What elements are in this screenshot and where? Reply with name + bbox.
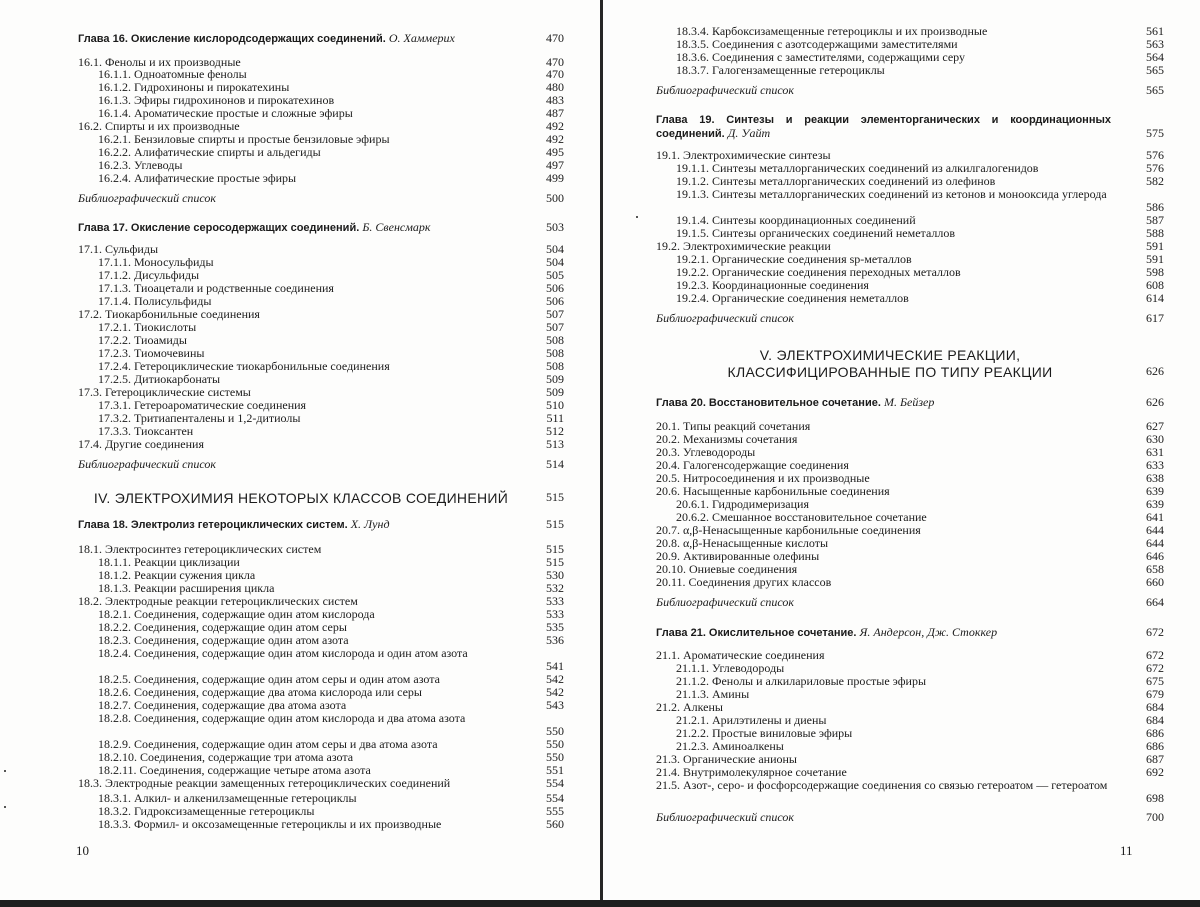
toc-page-number: 575 — [1146, 126, 1164, 140]
toc-entry-title — [656, 312, 794, 325]
entry-label: Библиографический список — [656, 311, 795, 325]
toc-page-number: 560 — [546, 817, 564, 831]
toc-entry-title — [98, 818, 441, 831]
toc-page-number: 515 — [546, 490, 564, 504]
entry-label: 16.2.2. Алифатические спирты и альдегиды — [98, 145, 321, 159]
entry-label: Библиографический список — [656, 810, 795, 824]
toc-page-number: 506 — [546, 281, 564, 295]
toc-page-number: 679 — [1146, 687, 1164, 701]
toc-page-number: 551 — [546, 763, 564, 777]
entry-label: 16.2.1. Бензиловые спирты и простые бензиловые эфиры — [98, 132, 390, 146]
toc-page-number: 664 — [1146, 595, 1164, 609]
toc-page-number: 509 — [546, 372, 564, 386]
entry-label: 19.2. Электрохимические реакции — [656, 239, 831, 253]
toc-page-number: 684 — [1146, 713, 1164, 727]
toc-page-number: 554 — [546, 776, 564, 790]
entry-label: 18.3.2. Гидроксизамещенные гетероциклы — [98, 804, 315, 818]
entry-label: Глава 18. Электролиз гетероциклических систем. — [78, 519, 348, 531]
toc-page-number: 644 — [1146, 523, 1164, 537]
entry-label: 21.1.2. Фенолы и алкиларилoвые простые эфиры — [676, 674, 927, 688]
toc-entry-title — [78, 32, 455, 46]
entry-label: 16.1.2. Гидрохиноны и пирокатехины — [98, 80, 290, 94]
toc-page-number: 617 — [1146, 311, 1164, 325]
entry-label: 17.1.1. Моносульфиды — [98, 255, 214, 269]
toc-entry-title — [676, 292, 909, 305]
entry-label: 19.1.3. Синтезы металлорганических соединений из кетонов и монооксида углерода — [676, 187, 1107, 201]
entry-label: 18.2.11. Соединения, содержащие четыре атома азота — [98, 763, 371, 777]
toc-page-number: 561 — [1146, 24, 1164, 38]
entry-label: 18.3.1. Алкил- и алкенилзамещенные гетероциклы — [98, 791, 357, 805]
entry-label: 17.2.4. Гетероциклические тиокарбонильные соединения — [98, 359, 390, 373]
entry-label: 21.1.3. Амины — [676, 687, 750, 701]
entry-label: 17.2.2. Тиоамиды — [98, 333, 187, 347]
toc-page-number: 627 — [1146, 419, 1164, 433]
entry-label: 17.4. Другие соединения — [78, 437, 204, 451]
entry-label: 18.2.5. Соединения, содержащие один атом серы и один атом азота — [98, 672, 440, 686]
entry-label: 19.2.3. Координационные соединения — [676, 278, 869, 292]
toc-page-number: 470 — [546, 31, 564, 45]
toc-page-number: 638 — [1146, 471, 1164, 485]
entry-label: Глава 16. Окисление кислородсодержащих соединений. — [78, 33, 386, 45]
scan-speck — [4, 770, 6, 772]
entry-label: 16.1.4. Ароматические простые и сложные эфиры — [98, 106, 353, 120]
toc-page-number: 543 — [546, 698, 564, 712]
entry-label: 18.2.8. Соединения, содержащие один атом кислорода и два атома азота — [98, 711, 466, 725]
toc-entry-title — [98, 172, 296, 185]
right-page — [603, 0, 1200, 900]
toc-entry-title — [98, 647, 528, 660]
toc-page-number: 515 — [546, 542, 564, 556]
entry-label: 16.2.3. Углеводы — [98, 158, 183, 172]
entry-label: 18.1.1. Реакции циклизации — [98, 555, 240, 569]
toc-page-number: 633 — [1146, 458, 1164, 472]
entry-label: 19.1.4. Синтезы координационных соединений — [676, 213, 916, 227]
toc-page-number: 536 — [546, 633, 564, 647]
entry-label: 16.2.4. Алифатические простые эфиры — [98, 171, 297, 185]
entry-label: 18.3.5. Соединения с азотсодержащими заместителями — [676, 37, 958, 51]
toc-page-number: 588 — [1146, 226, 1164, 240]
toc-entry-title — [676, 188, 1111, 201]
toc-page-number: 532 — [546, 581, 564, 595]
toc-page-number: 507 — [546, 307, 564, 321]
toc-page-number: 644 — [1146, 536, 1164, 550]
chapter-author: Я. Андерсон, Дж. Стоккер — [859, 625, 998, 639]
entry-label: 20.9. Активированные олефины — [656, 549, 820, 563]
entry-label: 19.2.4. Органические соединения неметаллов — [676, 291, 909, 305]
toc-page-number: 480 — [546, 80, 564, 94]
entry-label: 16.1.1. Одноатомные фенолы — [98, 67, 247, 81]
toc-entry-title — [78, 777, 450, 790]
toc-page-number: 576 — [1146, 148, 1164, 162]
toc-page-number: 497 — [546, 158, 564, 172]
toc-entry-title — [676, 64, 885, 77]
toc-page-number: 587 — [1146, 213, 1164, 227]
toc-page-number: 508 — [546, 359, 564, 373]
entry-label: Библиографический список — [78, 457, 217, 471]
toc-entry-title — [656, 396, 934, 410]
entry-label: 18.2.3. Соединения, содержащие один атом азота — [98, 633, 349, 647]
entry-label: 20.11. Соединения других классов — [656, 575, 832, 589]
toc-page-number: 698 — [1146, 791, 1164, 805]
toc-page-number: 492 — [546, 119, 564, 133]
toc-page-number: 565 — [1146, 83, 1164, 97]
toc-page-number: 495 — [546, 145, 564, 159]
toc-page-number: 687 — [1146, 752, 1164, 766]
entry-label: 18.2.2. Соединения, содержащие один атом серы — [98, 620, 347, 634]
entry-label: 21.2.3. Аминоалкены — [676, 739, 784, 753]
entry-label: 20.5. Нитросоединения и их производные — [656, 471, 870, 485]
part-heading: IV. ЭЛЕКТРОХИМИЯ НЕКОТОРЫХ КЛАССОВ СОЕДИНЕНИЙ — [93, 490, 509, 506]
toc-page-number: 541 — [546, 659, 564, 673]
entry-label: 17.1.3. Тиоацетали и родственные соединения — [98, 281, 334, 295]
entry-label: 16.2. Спирты и их производные — [78, 119, 240, 133]
entry-label: Библиографический список — [78, 191, 217, 205]
entry-label: 18.1.3. Реакции расширения цикла — [98, 581, 275, 595]
toc-page-number: 499 — [546, 171, 564, 185]
entry-label: 19.2.1. Органические соединения sp-металлов — [676, 252, 912, 266]
toc-page-number: 510 — [546, 398, 564, 412]
toc-page-number: 500 — [546, 191, 564, 205]
toc-page-number: 530 — [546, 568, 564, 582]
entry-label: 18.3.7. Галогензамещенные гетероциклы — [676, 63, 885, 77]
toc-page-number: 660 — [1146, 575, 1164, 589]
entry-label: 20.2. Механизмы сочетания — [656, 432, 798, 446]
entry-label: 18.3.6. Соединения с заместителями, содержащими серу — [676, 50, 966, 64]
toc-entry-title — [78, 458, 216, 471]
toc-page-number: 514 — [546, 457, 564, 471]
entry-label: 17.2.5. Дитиокарбонаты — [98, 372, 221, 386]
entry-label: 20.1. Типы реакций сочетания — [656, 419, 811, 433]
toc-page-number: 535 — [546, 620, 564, 634]
toc-entry-title — [98, 712, 528, 725]
entry-label: 20.4. Галогенсодержащие соединения — [656, 458, 849, 472]
entry-label: 21.2.2. Простые виниловые эфиры — [676, 726, 853, 740]
entry-label: 17.3.1. Гетероароматические соединения — [98, 398, 307, 412]
toc-page-number: 533 — [546, 594, 564, 608]
toc-page-number: 503 — [546, 220, 564, 234]
toc-page-number: 672 — [1146, 648, 1164, 662]
toc-page-number: 641 — [1146, 510, 1164, 524]
toc-page-number: 504 — [546, 242, 564, 256]
toc-page-number: 692 — [1146, 765, 1164, 779]
toc-page-number: 550 — [546, 737, 564, 751]
toc-page-number: 608 — [1146, 278, 1164, 292]
toc-page-number: 508 — [546, 333, 564, 347]
toc-page-number: 658 — [1146, 562, 1164, 576]
entry-label: 21.4. Внутримолекулярное сочетание — [656, 765, 847, 779]
toc-page-number: 686 — [1146, 726, 1164, 740]
toc-page-number: 646 — [1146, 549, 1164, 563]
entry-label: 19.1.1. Синтезы металлорганических соединений из алкилгалогенидов — [676, 161, 1039, 175]
entry-label: 18.2.6. Соединения, содержащие два атома кислорода или серы — [98, 685, 422, 699]
scan-speck — [4, 806, 6, 808]
toc-entry-title — [78, 192, 216, 205]
toc-page-number: 513 — [546, 437, 564, 451]
entry-label: 19.1.2. Синтезы металлорганических соединений из олефинов — [676, 174, 996, 188]
toc-page-number: 614 — [1146, 291, 1164, 305]
entry-label: 18.2.1. Соединения, содержащие один атом кислорода — [98, 607, 375, 621]
entry-label: 21.2.1. Арилэтилены и диены — [676, 713, 827, 727]
toc-page-number: 639 — [1146, 484, 1164, 498]
toc-page-number: 515 — [546, 517, 564, 531]
toc-entry-title — [656, 626, 997, 640]
entry-label: 18.1.2. Реакции сужения цикла — [98, 568, 256, 582]
chapter-author: Х. Лунд — [350, 517, 390, 531]
entry-label: 19.1.5. Синтезы органических соединений неметаллов — [676, 226, 956, 240]
toc-page-number: 507 — [546, 320, 564, 334]
toc-page-number: 630 — [1146, 432, 1164, 446]
entry-label: 20.8. α,β-Ненасыщенные кислоты — [656, 536, 829, 550]
entry-label: 18.2.10. Соединения, содержащие три атома азота — [98, 750, 354, 764]
toc-entry-title — [656, 84, 794, 97]
toc-page-number: 504 — [546, 255, 564, 269]
entry-label: 21.1. Ароматические соединения — [656, 648, 825, 662]
toc-page-number: 533 — [546, 607, 564, 621]
toc-page-number: 563 — [1146, 37, 1164, 51]
entry-label: Глава 19. Синтезы и реакции элементорганических и координационных соединений. — [656, 114, 1111, 140]
part-heading-line2: КЛАССИФИЦИРОВАННЫЕ ПО ТИПУ РЕАКЦИИ — [727, 364, 1053, 380]
entry-label: 16.1.3. Эфиры гидрохинонов и пирокатехинов — [98, 93, 335, 107]
toc-page-number: 631 — [1146, 445, 1164, 459]
toc-page-number: 700 — [1146, 810, 1164, 824]
toc-page-number: 487 — [546, 106, 564, 120]
toc-page-number: 542 — [546, 685, 564, 699]
entry-label: 17.2.1. Тиокислоты — [98, 320, 197, 334]
toc-page-number: 505 — [546, 268, 564, 282]
toc-page-number: 626 — [1146, 395, 1164, 409]
entry-label: 17.3.2. Тритиапенталены и 1,2-дитиолы — [98, 411, 301, 425]
toc-page-number: 550 — [546, 724, 564, 738]
toc-page-number: 598 — [1146, 265, 1164, 279]
toc-page-number: 508 — [546, 346, 564, 360]
entry-label: 18.3.3. Формил- и оксозамещенные гетероциклы и их производные — [98, 817, 442, 831]
toc-entry-title — [78, 518, 390, 532]
chapter-author: Д. Уайт — [727, 126, 771, 140]
toc-page-number: 550 — [546, 750, 564, 764]
toc-page-number: 492 — [546, 132, 564, 146]
toc-entry-title — [78, 438, 204, 451]
entry-label: Глава 21. Окислительное сочетание. — [656, 627, 857, 639]
page-number-right: 11 — [1120, 843, 1133, 858]
toc-entry-title — [656, 811, 794, 824]
entry-label: 16.1. Фенолы и их производные — [78, 55, 241, 69]
entry-label: 20.6.1. Гидродимеризация — [676, 497, 809, 511]
entry-label: 17.2.3. Тиомочевины — [98, 346, 205, 360]
entry-label: 18.2.7. Соединения, содержащие два атома азота — [98, 698, 347, 712]
entry-label: 21.2. Алкены — [656, 700, 723, 714]
entry-label: 17.3. Гетероциклические системы — [78, 385, 251, 399]
entry-label: 21.3. Органические анионы — [656, 752, 797, 766]
entry-label: Библиографический список — [656, 83, 795, 97]
toc-page-number: 470 — [546, 55, 564, 69]
entry-label: 18.3. Электродные реакции замещенных гетероциклических соединений — [78, 776, 451, 790]
entry-label: 20.10. Ониевые соединения — [656, 562, 798, 576]
toc-page-number: 564 — [1146, 50, 1164, 64]
toc-entry-title — [656, 596, 794, 609]
toc-page-number: 576 — [1146, 161, 1164, 175]
toc-page-number: 672 — [1146, 661, 1164, 675]
entry-label: 20.6. Насыщенные карбонильные соединения — [656, 484, 890, 498]
entry-label: 17.2. Тиокарбонильные соединения — [78, 307, 260, 321]
toc-page-number: 582 — [1146, 174, 1164, 188]
toc-page-number: 512 — [546, 424, 564, 438]
toc-page-number: 586 — [1146, 200, 1164, 214]
left-page — [0, 0, 600, 900]
entry-label: 20.3. Углеводороды — [656, 445, 756, 459]
chapter-author: Б. Свенсмарк — [362, 220, 431, 234]
entry-label: 20.7. α,β-Ненасыщенные карбонильные соединения — [656, 523, 921, 537]
toc-page-number: 509 — [546, 385, 564, 399]
toc-entry-title — [78, 221, 431, 235]
entry-label: 21.5. Азот-, серо- и фосфорсодержащие соединения со связью гетероатом — гетероатом — [656, 778, 1108, 792]
toc-page-number: 626 — [1146, 364, 1164, 378]
entry-label: 17.1.2. Дисульфиды — [98, 268, 200, 282]
toc-page-number: 686 — [1146, 739, 1164, 753]
entry-label: Глава 20. Восстановительное сочетание. — [656, 397, 881, 409]
entry-label: 19.1. Электрохимические синтезы — [656, 148, 831, 162]
toc-page-number: 591 — [1146, 239, 1164, 253]
entry-label: 18.3.4. Карбоксизамещенные гетероциклы и их производные — [676, 24, 988, 38]
toc-page-number: 639 — [1146, 497, 1164, 511]
entry-label: 17.3.3. Тиоксантен — [98, 424, 194, 438]
entry-label: 18.2.9. Соединения, содержащие один атом серы и два атома азота — [98, 737, 438, 751]
part-heading: V. ЭЛЕКТРОХИМИЧЕСКИЕ РЕАКЦИИ, — [759, 347, 1021, 363]
toc-page-number: 555 — [546, 804, 564, 818]
chapter-author: О. Хаммерих — [388, 31, 455, 45]
toc-page-number: 483 — [546, 93, 564, 107]
toc-page-number: 506 — [546, 294, 564, 308]
chapter-author: М. Бейзер — [883, 395, 935, 409]
toc-page-number: 470 — [546, 67, 564, 81]
entry-label: 19.2.2. Органические соединения переходных металлов — [676, 265, 961, 279]
page-number-left: 10 — [76, 843, 89, 858]
entry-label: Библиографический список — [656, 595, 795, 609]
entry-label: 18.2.4. Соединения, содержащие один атом кислорода и один атом азота — [98, 646, 468, 660]
toc-page-number: 565 — [1146, 63, 1164, 77]
toc-entry-title — [656, 576, 831, 589]
scan-speck — [636, 216, 638, 218]
toc-page-number: 672 — [1146, 625, 1164, 639]
toc-page-number: 511 — [546, 411, 564, 425]
entry-label: 18.1. Электросинтез гетероциклических систем — [78, 542, 322, 556]
toc-page-number: 515 — [546, 555, 564, 569]
toc-entry-title — [656, 114, 1111, 141]
toc-entry-title — [656, 779, 1111, 792]
toc-page-number: 675 — [1146, 674, 1164, 688]
toc-page-number: 554 — [546, 791, 564, 805]
entry-label: Глава 17. Окисление серосодержащих соединений. — [78, 222, 360, 234]
entry-label: 17.1. Сульфиды — [78, 242, 159, 256]
entry-label: 17.1.4. Полисульфиды — [98, 294, 212, 308]
toc-page-number: 591 — [1146, 252, 1164, 266]
toc-page-number: 542 — [546, 672, 564, 686]
scan-bottom-edge — [0, 900, 1200, 907]
toc-page-number: 684 — [1146, 700, 1164, 714]
entry-label: 18.2. Электродные реакции гетероциклических систем — [78, 594, 358, 608]
entry-label: 21.1.1. Углеводороды — [676, 661, 785, 675]
entry-label: 20.6.2. Смешанное восстановительное сочетание — [676, 510, 927, 524]
